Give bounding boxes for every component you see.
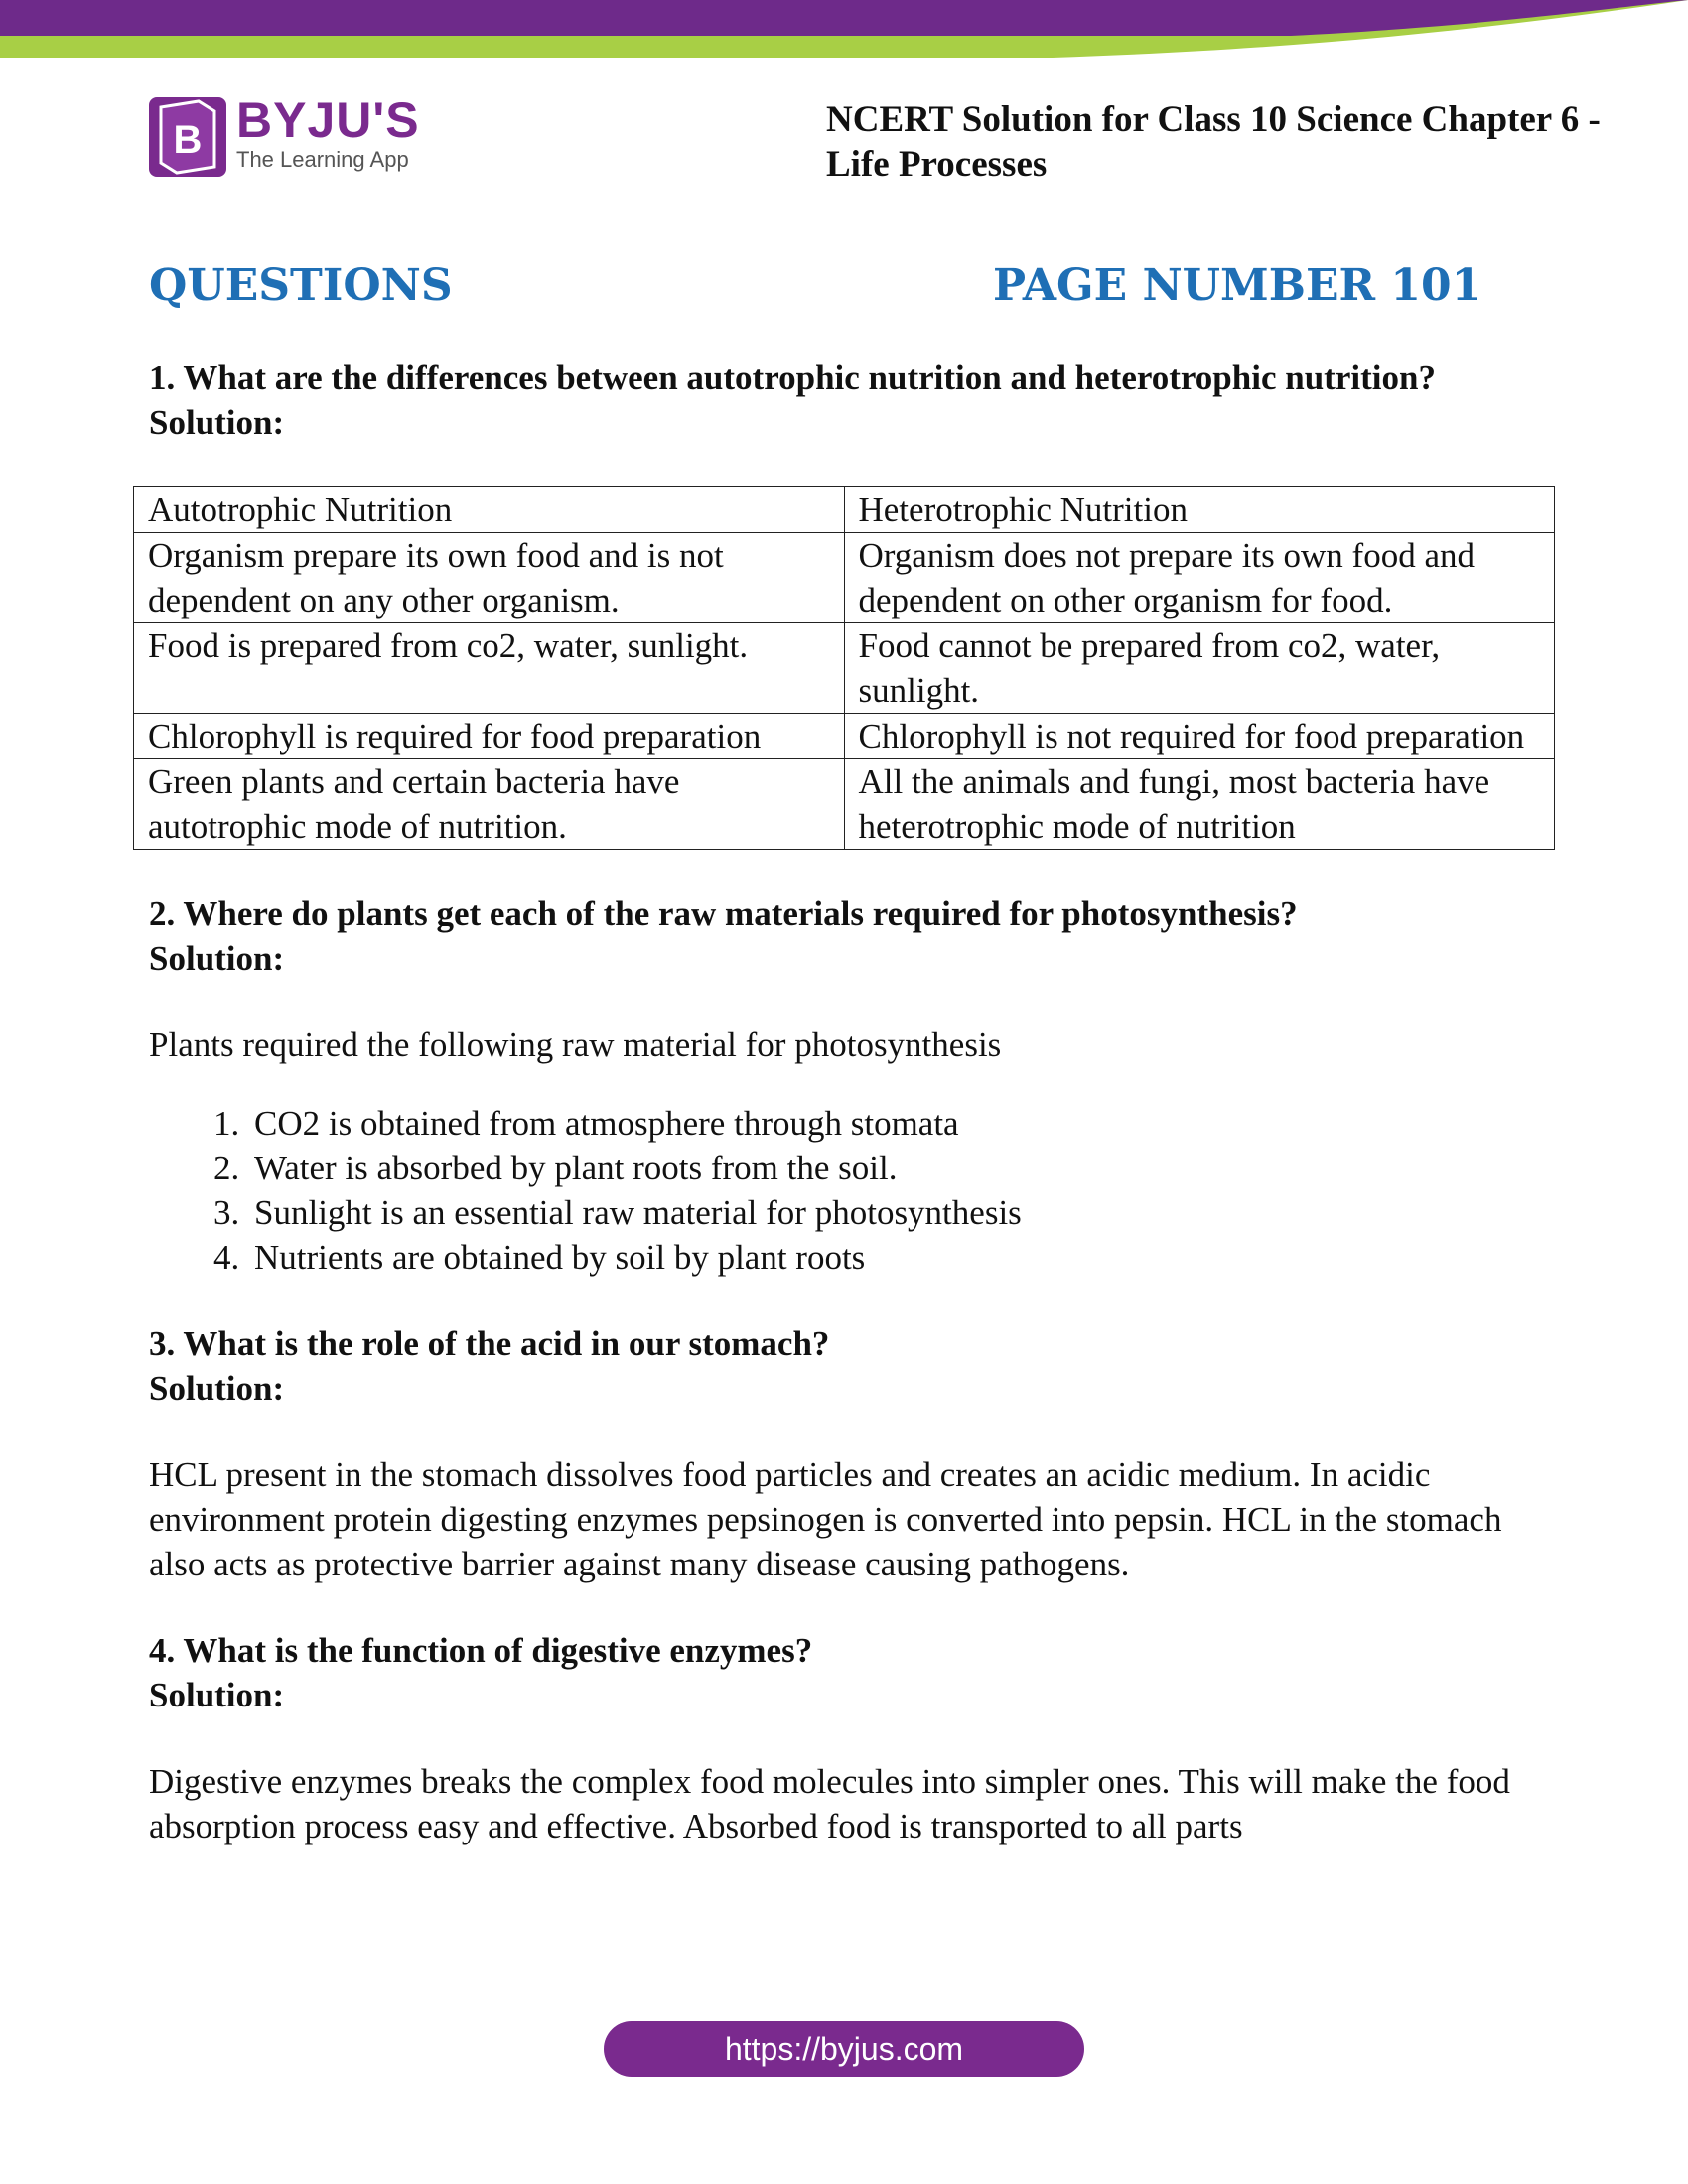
question-2: 2. Where do plants get each of the raw materials required for photosynthesis? <box>149 894 1298 933</box>
table-cell: Food cannot be prepared from co2, water, sunlight. <box>844 623 1555 714</box>
brand-tagline: The Learning App <box>236 147 409 172</box>
main-content <box>149 355 1549 1848</box>
page-header <box>0 0 1688 199</box>
table-row <box>134 533 1555 623</box>
byjus-logo-icon <box>149 97 226 177</box>
table-header-cell: Autotrophic Nutrition <box>134 487 845 533</box>
solution-4-text: Digestive enzymes breaks the complex food molecules into simpler ones. This will make the food absorption process easy and effective. Absorbed food is transported to all parts <box>149 1762 1510 1845</box>
brand-name: BYJU'S <box>236 92 420 148</box>
table-cell: Organism prepare its own food and is not dependent on any other organism. <box>134 533 845 623</box>
table-cell: Chlorophyll is required for food preparation <box>134 714 845 759</box>
document-title <box>826 97 1650 187</box>
document-title-line1: NCERT Solution for Class 10 Science Chapter 6 - <box>826 99 1601 140</box>
list-item: 2. Water is absorbed by plant roots from the soil. <box>248 1146 1549 1190</box>
footer-website-link[interactable]: https://byjus.com <box>604 2021 1084 2077</box>
table-cell: All the animals and fungi, most bacteria have heterotrophic mode of nutrition <box>844 759 1555 850</box>
table-header-cell: Heterotrophic Nutrition <box>844 487 1555 533</box>
table-cell: Organism does not prepare its own food and dependent on other organism for food. <box>844 533 1555 623</box>
raw-materials-list <box>149 1101 1549 1280</box>
question-3: 3. What is the role of the acid in our stomach? <box>149 1324 830 1363</box>
solution-label-2: Solution: <box>149 939 285 978</box>
table-cell: Food is prepared from co2, water, sunlight. <box>134 623 845 714</box>
question-1: 1. What are the differences between autotrophic nutrition and heterotrophic nutrition? <box>149 358 1436 397</box>
table-row <box>134 623 1555 714</box>
table-cell: Green plants and certain bacteria have autotrophic mode of nutrition. <box>134 759 845 850</box>
section-heading: QUESTIONS <box>149 260 453 311</box>
table-row <box>134 759 1555 850</box>
solution-label-4: Solution: <box>149 1676 285 1714</box>
document-title-line2: Life Processes <box>826 144 1048 185</box>
logo-letter: B <box>173 118 203 162</box>
list-item: 1. CO2 is obtained from atmosphere through stomata <box>248 1101 1549 1146</box>
list-item: 4. Nutrients are obtained by soil by plant roots <box>248 1235 1549 1280</box>
solution-3-text: HCL present in the stomach dissolves food particles and creates an acidic medium. In acidic environment protein digesting enzymes pepsinogen is converted into pepsin. HCL in the stomach also acts as protective barrier against many disease causing pathogens. <box>149 1455 1502 1583</box>
solution-2-intro: Plants required the following raw material for photosynthesis <box>149 1025 1002 1064</box>
table-header-row <box>134 487 1555 533</box>
byjus-logo <box>149 92 447 179</box>
solution-label-3: Solution: <box>149 1369 285 1408</box>
table-cell: Chlorophyll is not required for food preparation <box>844 714 1555 759</box>
table-row <box>134 714 1555 759</box>
solution-label-1: Solution: <box>149 403 285 442</box>
page-number-heading: PAGE NUMBER 101 <box>993 260 1482 311</box>
nutrition-comparison-table <box>133 486 1555 850</box>
question-4: 4. What is the function of digestive enzymes? <box>149 1631 813 1670</box>
list-item: 3. Sunlight is an essential raw material for photosynthesis <box>248 1190 1549 1235</box>
